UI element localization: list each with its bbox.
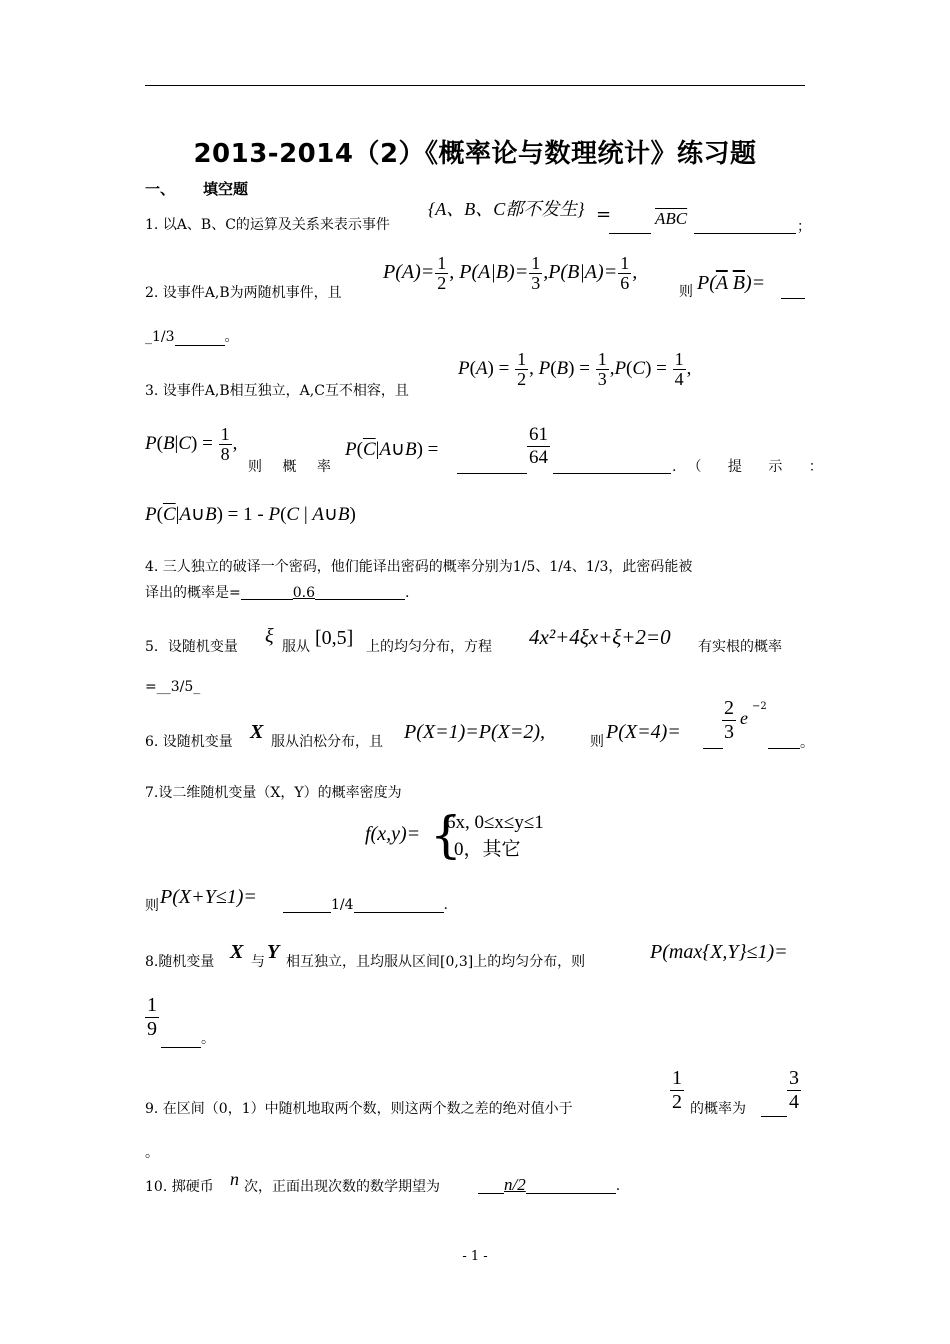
q1-blank-right bbox=[694, 219, 796, 234]
q2-then: 则 bbox=[679, 284, 693, 300]
q5-text-b: 服从 bbox=[282, 639, 310, 655]
q5-text-c: 上的均匀分布，方程 bbox=[366, 639, 492, 655]
section-heading bbox=[145, 178, 248, 199]
q5-equation: 4x²+4ξx+ξ+2=0 bbox=[529, 625, 671, 649]
q4-prompt: 译出的概率是= bbox=[145, 585, 241, 601]
q9-end: 。 bbox=[145, 1145, 159, 1161]
q10-answer-line bbox=[478, 1176, 620, 1194]
q8-y: Y bbox=[267, 941, 280, 963]
q8-target: P(max{X,Y}≤1)= bbox=[650, 941, 788, 963]
q7-target: P(X+Y≤1)= bbox=[160, 886, 257, 908]
q5-interval: [0,5] bbox=[315, 627, 354, 649]
q6-answer-denominator: 3 bbox=[724, 721, 734, 743]
q6-text-b: 服从泊松分布，且 bbox=[271, 734, 383, 750]
q8-answer-line bbox=[161, 1028, 215, 1048]
q7-answer: 1/4 bbox=[331, 897, 354, 913]
q7-brace: { bbox=[430, 806, 462, 864]
q3-target: $P(\overline{C}|A\cup B)$ = bbox=[345, 439, 439, 460]
q6-blank-right bbox=[768, 734, 800, 749]
q7-end: . bbox=[443, 897, 448, 913]
q10-text-b: 次，正面出现次数的数学期望为 bbox=[244, 1179, 440, 1195]
q10-text-a: 10. 掷硬币 bbox=[145, 1179, 214, 1195]
q2-answer: 1/3 bbox=[152, 329, 175, 345]
q2-target: $P(\overline{A}$ $\overline{B})=$ bbox=[697, 272, 766, 294]
q6-then: 则 bbox=[590, 734, 604, 750]
q3-hint: .（ 提 示 ： bbox=[672, 459, 834, 475]
q9-answer-numerator: 3 bbox=[789, 1067, 799, 1089]
page-title: 2013-2014（2）《概率论与数理统计》练习题 bbox=[193, 139, 757, 169]
q6-x: X bbox=[250, 721, 264, 743]
q8-answer-denominator: 9 bbox=[147, 1018, 157, 1040]
q6-end: 。 bbox=[800, 735, 814, 751]
q3-blank-left bbox=[457, 459, 527, 474]
q8-text-a: 8.随机变量 bbox=[145, 954, 215, 970]
q4-line2 bbox=[145, 586, 409, 600]
header-rule bbox=[145, 85, 805, 86]
q2-condition: P(A)= $\frac{1}{2}$ , P(A|B)= $\frac{1}{3}$ ,P(B|A)= $\frac{1}{6}$ , bbox=[383, 253, 638, 293]
q6-text-a: 6. 设随机变量 bbox=[145, 734, 233, 750]
q9-half bbox=[670, 1067, 684, 1114]
q3-text: 3. 设事件A,B相互独立，A,C互不相容，且 bbox=[145, 383, 409, 399]
q1-equals: = bbox=[596, 204, 612, 225]
q7-text: 7.设二维随机变量（X，Y）的概率密度为 bbox=[145, 785, 402, 801]
q4-end: . bbox=[405, 585, 410, 601]
q8-answer-fraction bbox=[145, 994, 159, 1041]
q2-answer-line: _1/3 。 bbox=[145, 329, 239, 345]
q7-case2: 0，其它 bbox=[454, 839, 521, 860]
q3-answer-numerator: 61 bbox=[529, 424, 548, 445]
q3-answer-denominator: 64 bbox=[529, 446, 548, 468]
q8-text-b: 相互独立，且均服从区间[0,3]上的均匀分布，则 bbox=[286, 954, 586, 970]
q9-blank bbox=[761, 1102, 787, 1117]
q7-answer-line bbox=[283, 897, 448, 913]
q6-answer-e: e bbox=[740, 708, 748, 728]
q7-case1: 6x, 0≤x≤y≤1 bbox=[446, 812, 544, 833]
q6-condition: P(X=1)=P(X=2), bbox=[404, 721, 545, 743]
q6-answer-fraction bbox=[722, 697, 736, 744]
q8-x: X bbox=[230, 941, 244, 963]
q9-half-denominator: 2 bbox=[672, 1091, 682, 1113]
q2-blank-a bbox=[781, 284, 805, 299]
q4-answer: 0.6 bbox=[292, 585, 315, 601]
q9-answer-denominator: 4 bbox=[789, 1091, 799, 1113]
q1-blank-left bbox=[609, 219, 651, 234]
q1-event: {A、B、C都不发生} bbox=[428, 199, 585, 219]
q6-blank-left bbox=[703, 734, 723, 749]
q8-end: 。 bbox=[201, 1031, 215, 1047]
q3-condition: P(A) = $\frac{1}{2}$ , P(B) = $\frac{1}{3}$ ,P(C) = $\frac{1}{4}$ , bbox=[458, 349, 692, 389]
q3-hint-formula: $P(\overline{C}|A\cup B) = 1 - P(C$ | A∪B) bbox=[145, 504, 356, 525]
q4-line1: 4. 三人独立的破译一个密码，他们能译出密码的概率分别为1/5、1/4、1/3，此密码能被 bbox=[145, 559, 693, 575]
page-number: - 1 - bbox=[462, 1249, 488, 1264]
q6-answer-exp: −2 bbox=[752, 701, 767, 712]
q3-then: 则 概 率 bbox=[248, 459, 339, 475]
q9-answer-fraction bbox=[787, 1067, 801, 1114]
section-label: 填空题 bbox=[203, 180, 249, 198]
q2-text: 2. 设事件A,B为两随机事件，且 bbox=[145, 285, 342, 301]
q9-text: 9. 在区间（0，1）中随机地取两个数，则这两个数之差的绝对值小于 bbox=[145, 1101, 573, 1117]
q1-answer: $\overline{ABC}$ bbox=[655, 209, 688, 228]
q10-n: n bbox=[230, 1169, 239, 1189]
q6-answer-numerator: 2 bbox=[724, 697, 734, 719]
q1-end: ； bbox=[797, 219, 811, 235]
q3-answer bbox=[527, 424, 550, 469]
q7-then: 则 bbox=[145, 898, 159, 914]
q5-text-d: 有实根的概率 bbox=[698, 639, 782, 655]
q1-event-text: A、B、C都不发生 bbox=[435, 199, 578, 219]
q6-target: P(X=4)= bbox=[606, 721, 681, 743]
section-number: 一、 bbox=[145, 180, 176, 198]
q5-answer: =__3/5_ bbox=[145, 679, 201, 695]
q9-text-b: 的概率为 bbox=[690, 1101, 746, 1117]
q5-xi: ξ bbox=[265, 625, 274, 647]
q9-half-numerator: 1 bbox=[672, 1067, 682, 1089]
q7-func: f(x,y)= bbox=[365, 823, 421, 845]
q10-answer: n/2 bbox=[504, 1175, 526, 1194]
q1-text: 1. 以A、B、C的运算及关系来表示事件 bbox=[145, 217, 390, 233]
q2-end: 。 bbox=[224, 329, 239, 345]
q8-answer-numerator: 1 bbox=[147, 994, 157, 1016]
q5-text-a: 5．设随机变量 bbox=[145, 639, 238, 655]
q3-condition-2: P(B|C) = $\frac{1}{8}$ , bbox=[145, 424, 238, 464]
q8-and: 与 bbox=[251, 954, 265, 970]
q10-end: . bbox=[615, 1178, 621, 1194]
q3-blank-right bbox=[553, 459, 671, 474]
